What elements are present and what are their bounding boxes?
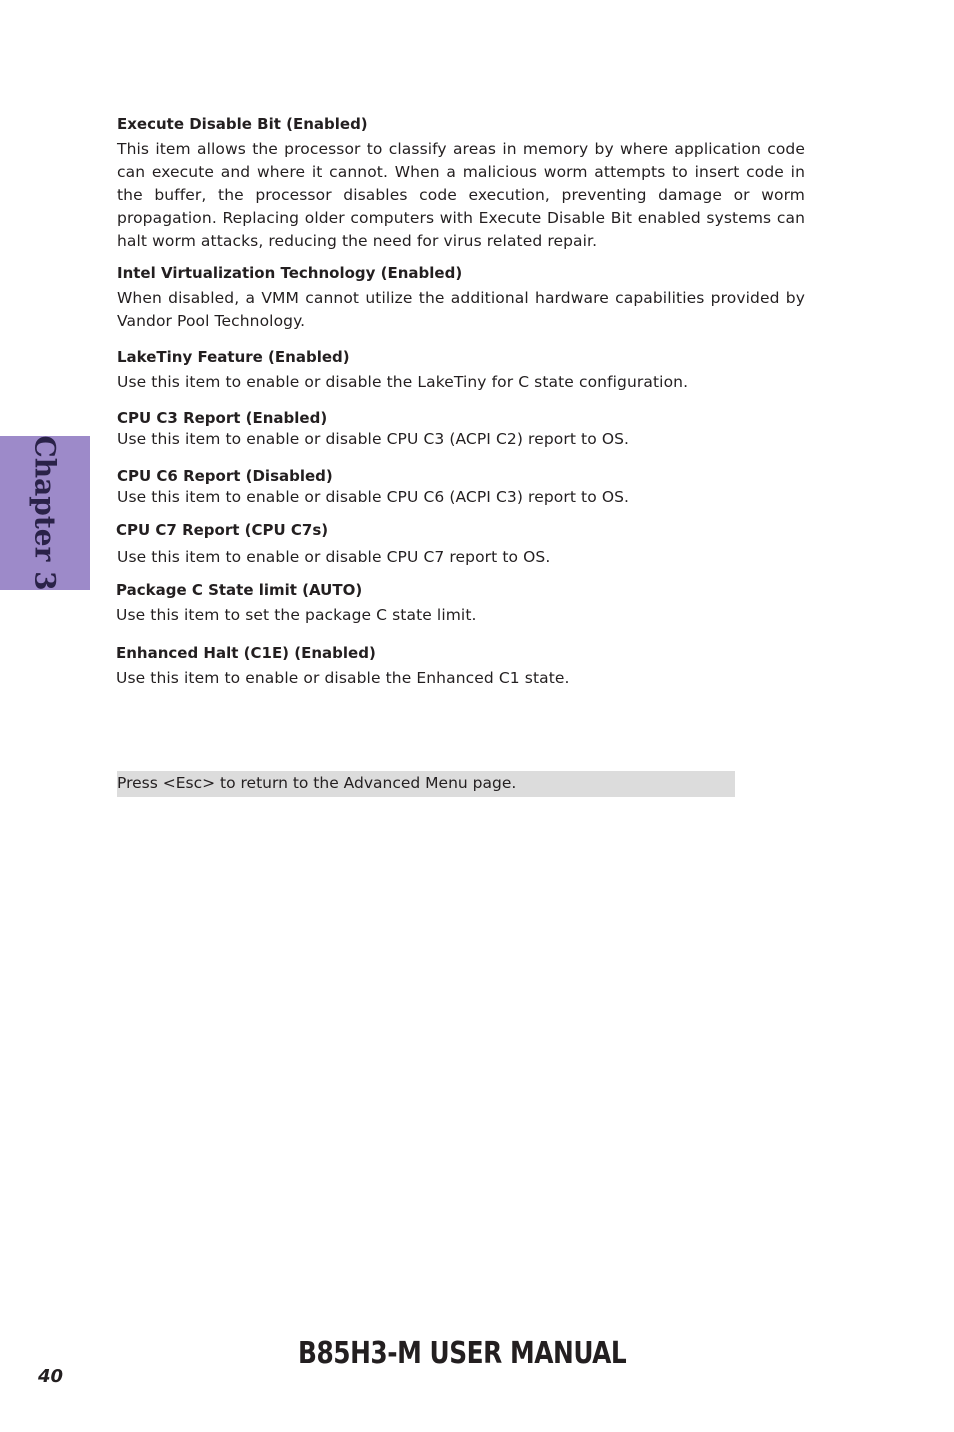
item-description: Use this item to enable or disable CPU C7 report to OS. — [117, 548, 551, 566]
item-title: Execute Disable Bit (Enabled) — [117, 115, 368, 133]
item-execute-disable-bit — [117, 114, 805, 253]
item-description: This item allows the processor to classify areas in memory by where application code can execute and where it cannot. When a malicious worm attempts to insert code in the buffer, the processor disables code execution, preventing damage or worm propagation. Replacing older computers with Execute Disable Bit enabled systems can halt worm attacks, reducing the need for virus related repair. — [117, 140, 805, 250]
item-description: Use this item to enable or disable the LakeTiny for C state configuration. — [117, 373, 689, 391]
item-cpu-c3-report — [117, 408, 805, 451]
item-title: Intel Virtualization Technology (Enabled) — [117, 264, 463, 282]
item-cpu-c7-report — [116, 520, 804, 569]
esc-note-bar — [117, 771, 735, 797]
item-description: Use this item to enable or disable CPU C6 (ACPI C3) report to OS. — [117, 488, 630, 506]
chapter-tab — [0, 436, 90, 590]
item-package-c-state-limit — [116, 580, 804, 627]
item-description: Use this item to set the package C state limit. — [116, 606, 477, 624]
item-description: When disabled, a VMM cannot utilize the additional hardware capabilities provided by Vandor Pool Technology. — [117, 289, 805, 330]
item-cpu-c6-report — [117, 466, 805, 509]
item-title: CPU C3 Report (Enabled) — [117, 409, 328, 427]
item-description: Use this item to enable or disable the Enhanced C1 state. — [116, 669, 570, 687]
item-description: Use this item to enable or disable CPU C3 (ACPI C2) report to OS. — [117, 430, 630, 448]
item-title: Package C State limit (AUTO) — [116, 581, 363, 599]
item-title: CPU C6 Report (Disabled) — [117, 467, 333, 485]
esc-note-text: Press <Esc> to return to the Advanced Menu page. — [117, 774, 517, 792]
item-title: LakeTiny Feature (Enabled) — [117, 348, 350, 366]
item-title: CPU C7 Report (CPU C7s) — [116, 521, 329, 539]
manual-title: B85H3-M USER MANUAL — [298, 1336, 627, 1371]
item-enhanced-halt-c1e — [116, 643, 804, 690]
item-title: Enhanced Halt (C1E) (Enabled) — [116, 644, 376, 662]
item-intel-virtualization — [117, 263, 805, 333]
chapter-tab-label: Chapter 3 — [28, 435, 62, 591]
item-laketiny-feature — [117, 347, 805, 394]
page-number: 40 — [38, 1366, 64, 1387]
